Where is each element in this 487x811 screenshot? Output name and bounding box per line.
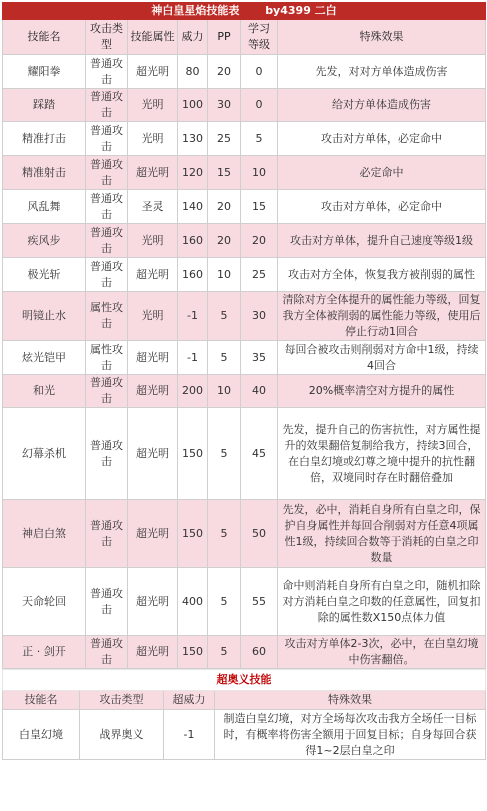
skill-attr: 超光明 (128, 500, 178, 568)
skill-power: 160 (178, 224, 208, 258)
skill-pp: 5 (208, 292, 241, 341)
table-row (3, 568, 486, 636)
skill-level: 60 (241, 636, 278, 669)
special-header-effect: 特殊效果 (215, 691, 486, 710)
skill-level: 10 (241, 156, 278, 190)
skill-attr: 超光明 (128, 156, 178, 190)
skill-level: 20 (241, 224, 278, 258)
table-row (3, 89, 486, 122)
special-header-power: 超威力 (164, 691, 215, 710)
header-row (3, 20, 486, 55)
skill-level: 15 (241, 190, 278, 224)
skill-type: 普通攻击 (86, 156, 128, 190)
skill-level: 45 (241, 408, 278, 500)
special-header-type: 攻击类型 (80, 691, 164, 710)
skill-attr: 光明 (128, 122, 178, 156)
skill-type: 普通攻击 (86, 636, 128, 669)
table-row (3, 292, 486, 341)
skill-level: 30 (241, 292, 278, 341)
table-row (3, 258, 486, 292)
skill-power: 160 (178, 258, 208, 292)
skill-pp: 10 (208, 258, 241, 292)
skill-effect: 20%概率清空对方提升的属性 (278, 375, 486, 408)
skill-level: 55 (241, 568, 278, 636)
skill-rows (3, 55, 486, 669)
table-row (3, 408, 486, 500)
skill-type: 普通攻击 (86, 408, 128, 500)
skill-effect: 必定命中 (278, 156, 486, 190)
author-credit: by4399 二白 (265, 4, 337, 17)
skill-type: 属性攻击 (86, 292, 128, 341)
special-header-row (3, 691, 486, 710)
skill-attr: 光明 (128, 89, 178, 122)
skill-attr: 超光明 (128, 55, 178, 89)
skill-attr: 光明 (128, 292, 178, 341)
skill-pp: 5 (208, 636, 241, 669)
skill-type: 普通攻击 (86, 89, 128, 122)
skill-type: 普通攻击 (86, 122, 128, 156)
skill-type: 普通攻击 (86, 224, 128, 258)
skill-pp: 30 (208, 89, 241, 122)
table-title: 神白皇星焰技能表 (151, 4, 240, 17)
table-title-row (3, 3, 486, 20)
header-effect: 特殊效果 (278, 20, 486, 55)
skill-type: 普通攻击 (86, 500, 128, 568)
skill-type: 普通攻击 (86, 190, 128, 224)
skill-sheet (2, 2, 485, 760)
skill-power: 120 (178, 156, 208, 190)
skill-effect: 先发，对对方单体造成伤害 (278, 55, 486, 89)
skill-name: 疾风步 (3, 224, 86, 258)
special-header-name: 技能名 (3, 691, 80, 710)
header-level: 学习等级 (241, 20, 278, 55)
skill-name: 精准打击 (3, 122, 86, 156)
skill-attr: 超光明 (128, 341, 178, 375)
header-power: 威力 (178, 20, 208, 55)
skill-power: -1 (178, 341, 208, 375)
skill-power: 150 (178, 408, 208, 500)
skill-power: 400 (178, 568, 208, 636)
skill-effect: 清除对方全体提升的属性能力等级，回复我方全体被削弱的属性能力等级，使用后停止行动1回合 (278, 292, 486, 341)
skill-pp: 5 (208, 500, 241, 568)
skill-effect: 攻击对方单体，必定命中 (278, 122, 486, 156)
skill-effect: 先发，必中，消耗自身所有白皇之印，保护自身属性并每回合削弱对方任意4项属性1级，持续回合数等于消耗的白皇之印数量 (278, 500, 486, 568)
header-type: 攻击类型 (86, 20, 128, 55)
skill-effect: 攻击对方单体，必定命中 (278, 190, 486, 224)
skill-level: 40 (241, 375, 278, 408)
skill-level: 0 (241, 89, 278, 122)
special-type: 战界奥义 (80, 710, 164, 760)
skill-level: 0 (241, 55, 278, 89)
skill-name: 正 · 剑开 (3, 636, 86, 669)
header-pp: PP (208, 20, 241, 55)
table-row (3, 636, 486, 669)
table-row (3, 224, 486, 258)
skill-type: 普通攻击 (86, 568, 128, 636)
skill-effect: 每回合被攻击则削弱对方命中1级，持续4回合 (278, 341, 486, 375)
skill-power: 200 (178, 375, 208, 408)
special-table (2, 669, 486, 760)
skill-pp: 20 (208, 55, 241, 89)
skill-effect: 给对方单体造成伤害 (278, 89, 486, 122)
skill-name: 风乱舞 (3, 190, 86, 224)
skill-type: 属性攻击 (86, 341, 128, 375)
table-row (3, 341, 486, 375)
skill-attr: 超光明 (128, 258, 178, 292)
table-row (3, 500, 486, 568)
special-title: 超奥义技能 (3, 670, 486, 691)
skill-attr: 光明 (128, 224, 178, 258)
skill-effect: 命中则消耗自身所有白皇之印，随机扣除对方消耗白皇之印数的任意属性，回复扣除的属性数X150点体力值 (278, 568, 486, 636)
special-row (3, 710, 486, 760)
skill-name: 耀阳拳 (3, 55, 86, 89)
skill-pp: 5 (208, 341, 241, 375)
special-name: 白皇幻境 (3, 710, 80, 760)
table-row (3, 156, 486, 190)
special-power: -1 (164, 710, 215, 760)
special-title-row (3, 670, 486, 691)
table-row (3, 55, 486, 89)
skill-pp: 15 (208, 156, 241, 190)
skill-name: 踩踏 (3, 89, 86, 122)
skill-attr: 圣灵 (128, 190, 178, 224)
skill-power: -1 (178, 292, 208, 341)
skill-effect: 先发，提升自己的伤害抗性，对方属性提升的效果翻倍复制给我方，持续3回合，在白皇幻境或幻尊之境中提升的抗性翻倍，双境同时存在时翻倍叠加 (278, 408, 486, 500)
table-title-cell (3, 3, 486, 20)
skill-pp: 20 (208, 224, 241, 258)
skill-type: 普通攻击 (86, 258, 128, 292)
skill-name: 明镜止水 (3, 292, 86, 341)
skill-type: 普通攻击 (86, 55, 128, 89)
skill-level: 5 (241, 122, 278, 156)
skill-effect: 攻击对方单体2-3次，必中，在白皇幻境中伤害翻倍。 (278, 636, 486, 669)
skill-attr: 超光明 (128, 408, 178, 500)
skill-name: 炫光铠甲 (3, 341, 86, 375)
skill-pp: 10 (208, 375, 241, 408)
skill-power: 140 (178, 190, 208, 224)
skill-type: 普通攻击 (86, 375, 128, 408)
skill-pp: 25 (208, 122, 241, 156)
skill-name: 天命轮回 (3, 568, 86, 636)
table-row (3, 190, 486, 224)
header-attr: 技能属性 (128, 20, 178, 55)
skill-power: 100 (178, 89, 208, 122)
table-row (3, 122, 486, 156)
special-effect: 制造白皇幻境，对方全场每次攻击我方全场任一目标时，有概率将伤害全额用于回复目标；自身每回合获得1~2层白皇之印 (215, 710, 486, 760)
skill-level: 25 (241, 258, 278, 292)
header-name: 技能名 (3, 20, 86, 55)
table-row (3, 375, 486, 408)
skill-name: 和光 (3, 375, 86, 408)
skill-name: 精准射击 (3, 156, 86, 190)
skill-power: 80 (178, 55, 208, 89)
skill-attr: 超光明 (128, 568, 178, 636)
skill-level: 35 (241, 341, 278, 375)
skill-table (2, 2, 486, 669)
skill-name: 神启白煞 (3, 500, 86, 568)
skill-pp: 20 (208, 190, 241, 224)
skill-name: 幻幕杀机 (3, 408, 86, 500)
skill-attr: 超光明 (128, 375, 178, 408)
skill-power: 150 (178, 500, 208, 568)
skill-pp: 5 (208, 568, 241, 636)
skill-power: 130 (178, 122, 208, 156)
skill-power: 150 (178, 636, 208, 669)
skill-pp: 5 (208, 408, 241, 500)
skill-effect: 攻击对方单体，提升自己速度等级1级 (278, 224, 486, 258)
skill-attr: 超光明 (128, 636, 178, 669)
skill-level: 50 (241, 500, 278, 568)
skill-effect: 攻击对方全体，恢复我方被削弱的属性 (278, 258, 486, 292)
skill-name: 极光斩 (3, 258, 86, 292)
